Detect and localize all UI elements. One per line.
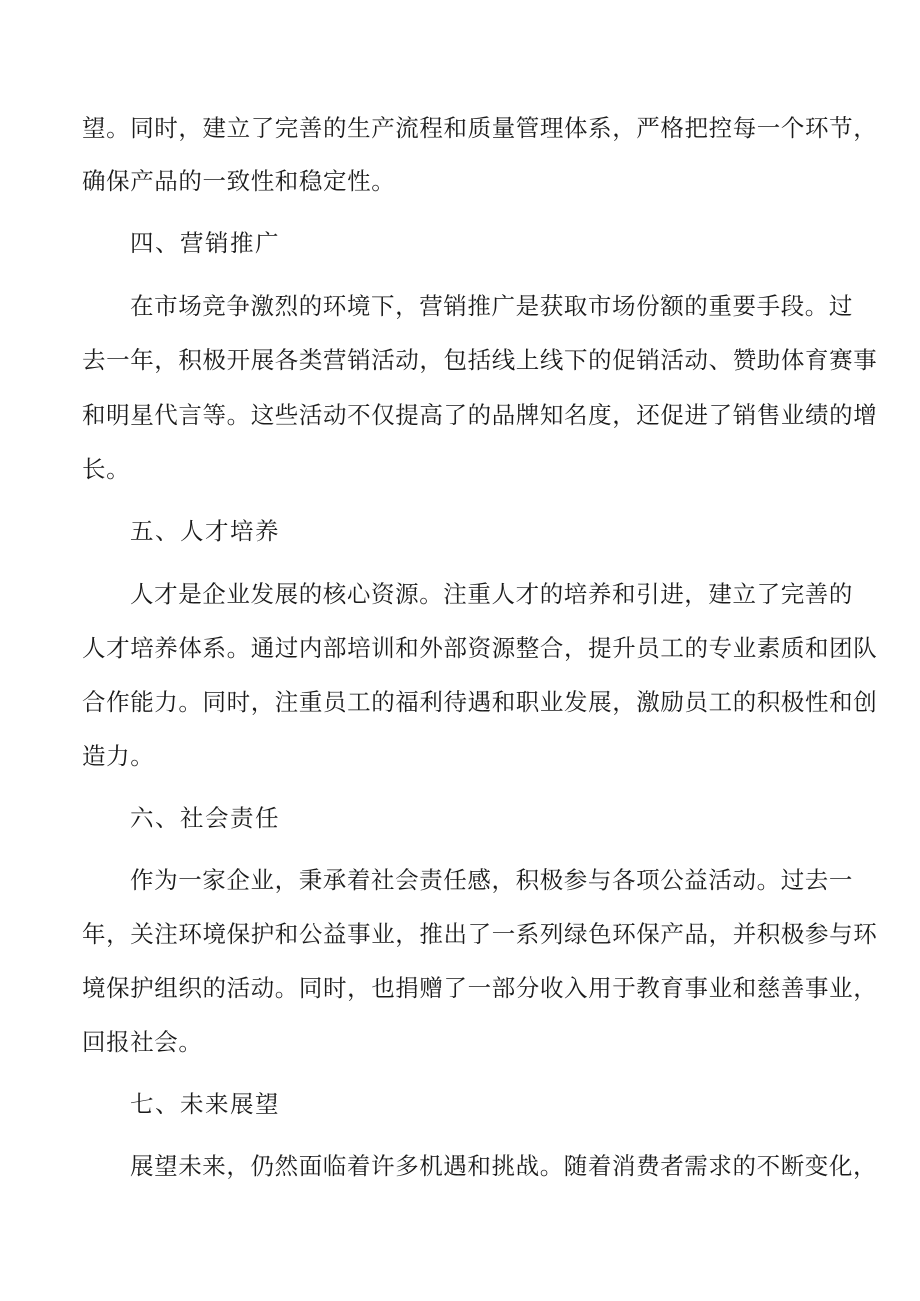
paragraph-line: 人才是企业发展的核心资源。注重人才的培养和引进，建立了完善的 <box>130 580 853 608</box>
section-heading-social-responsibility: 六、社会责任 <box>130 804 280 832</box>
paragraph-line: 展望未来，仍然面临着许多机遇和挑战。随着消费者需求的不断变化， <box>130 1152 878 1180</box>
paragraph-line: 造力。 <box>82 742 155 770</box>
paragraph-line: 长。 <box>82 455 131 483</box>
paragraph-line: 望。同时，建立了完善的生产流程和质量管理体系，严格把控每一个环节， <box>82 114 878 142</box>
paragraph-line: 合作能力。同时，注重员工的福利待遇和职业发展，激励员工的积极性和创 <box>82 688 878 716</box>
paragraph-line: 境保护组织的活动。同时，也捐赠了一部分收入用于教育事业和慈善事业， <box>82 974 878 1002</box>
paragraph-line: 回报社会。 <box>82 1028 203 1056</box>
paragraph-line: 和明星代言等。这些活动不仅提高了的品牌知名度，还促进了销售业绩的增 <box>82 401 878 429</box>
paragraph-line: 人才培养体系。通过内部培训和外部资源整合，提升员工的专业素质和团队 <box>82 634 878 662</box>
paragraph-line: 确保产品的一致性和稳定性。 <box>82 167 396 195</box>
document-page <box>82 0 878 1301</box>
paragraph-line: 年，关注环境保护和公益事业，推出了一系列绿色环保产品，并积极参与环 <box>82 920 878 948</box>
paragraph-line: 在市场竞争激烈的环境下，营销推广是获取市场份额的重要手段。过 <box>130 292 853 320</box>
section-heading-talent: 五、人才培养 <box>130 517 280 545</box>
paragraph-line: 作为一家企业，秉承着社会责任感，积极参与各项公益活动。过去一 <box>130 866 853 894</box>
section-heading-marketing: 四、营销推广 <box>130 229 280 257</box>
section-heading-outlook: 七、未来展望 <box>130 1090 280 1118</box>
paragraph-line: 去一年，积极开展各类营销活动，包括线上线下的促销活动、赞助体育赛事 <box>82 346 878 374</box>
